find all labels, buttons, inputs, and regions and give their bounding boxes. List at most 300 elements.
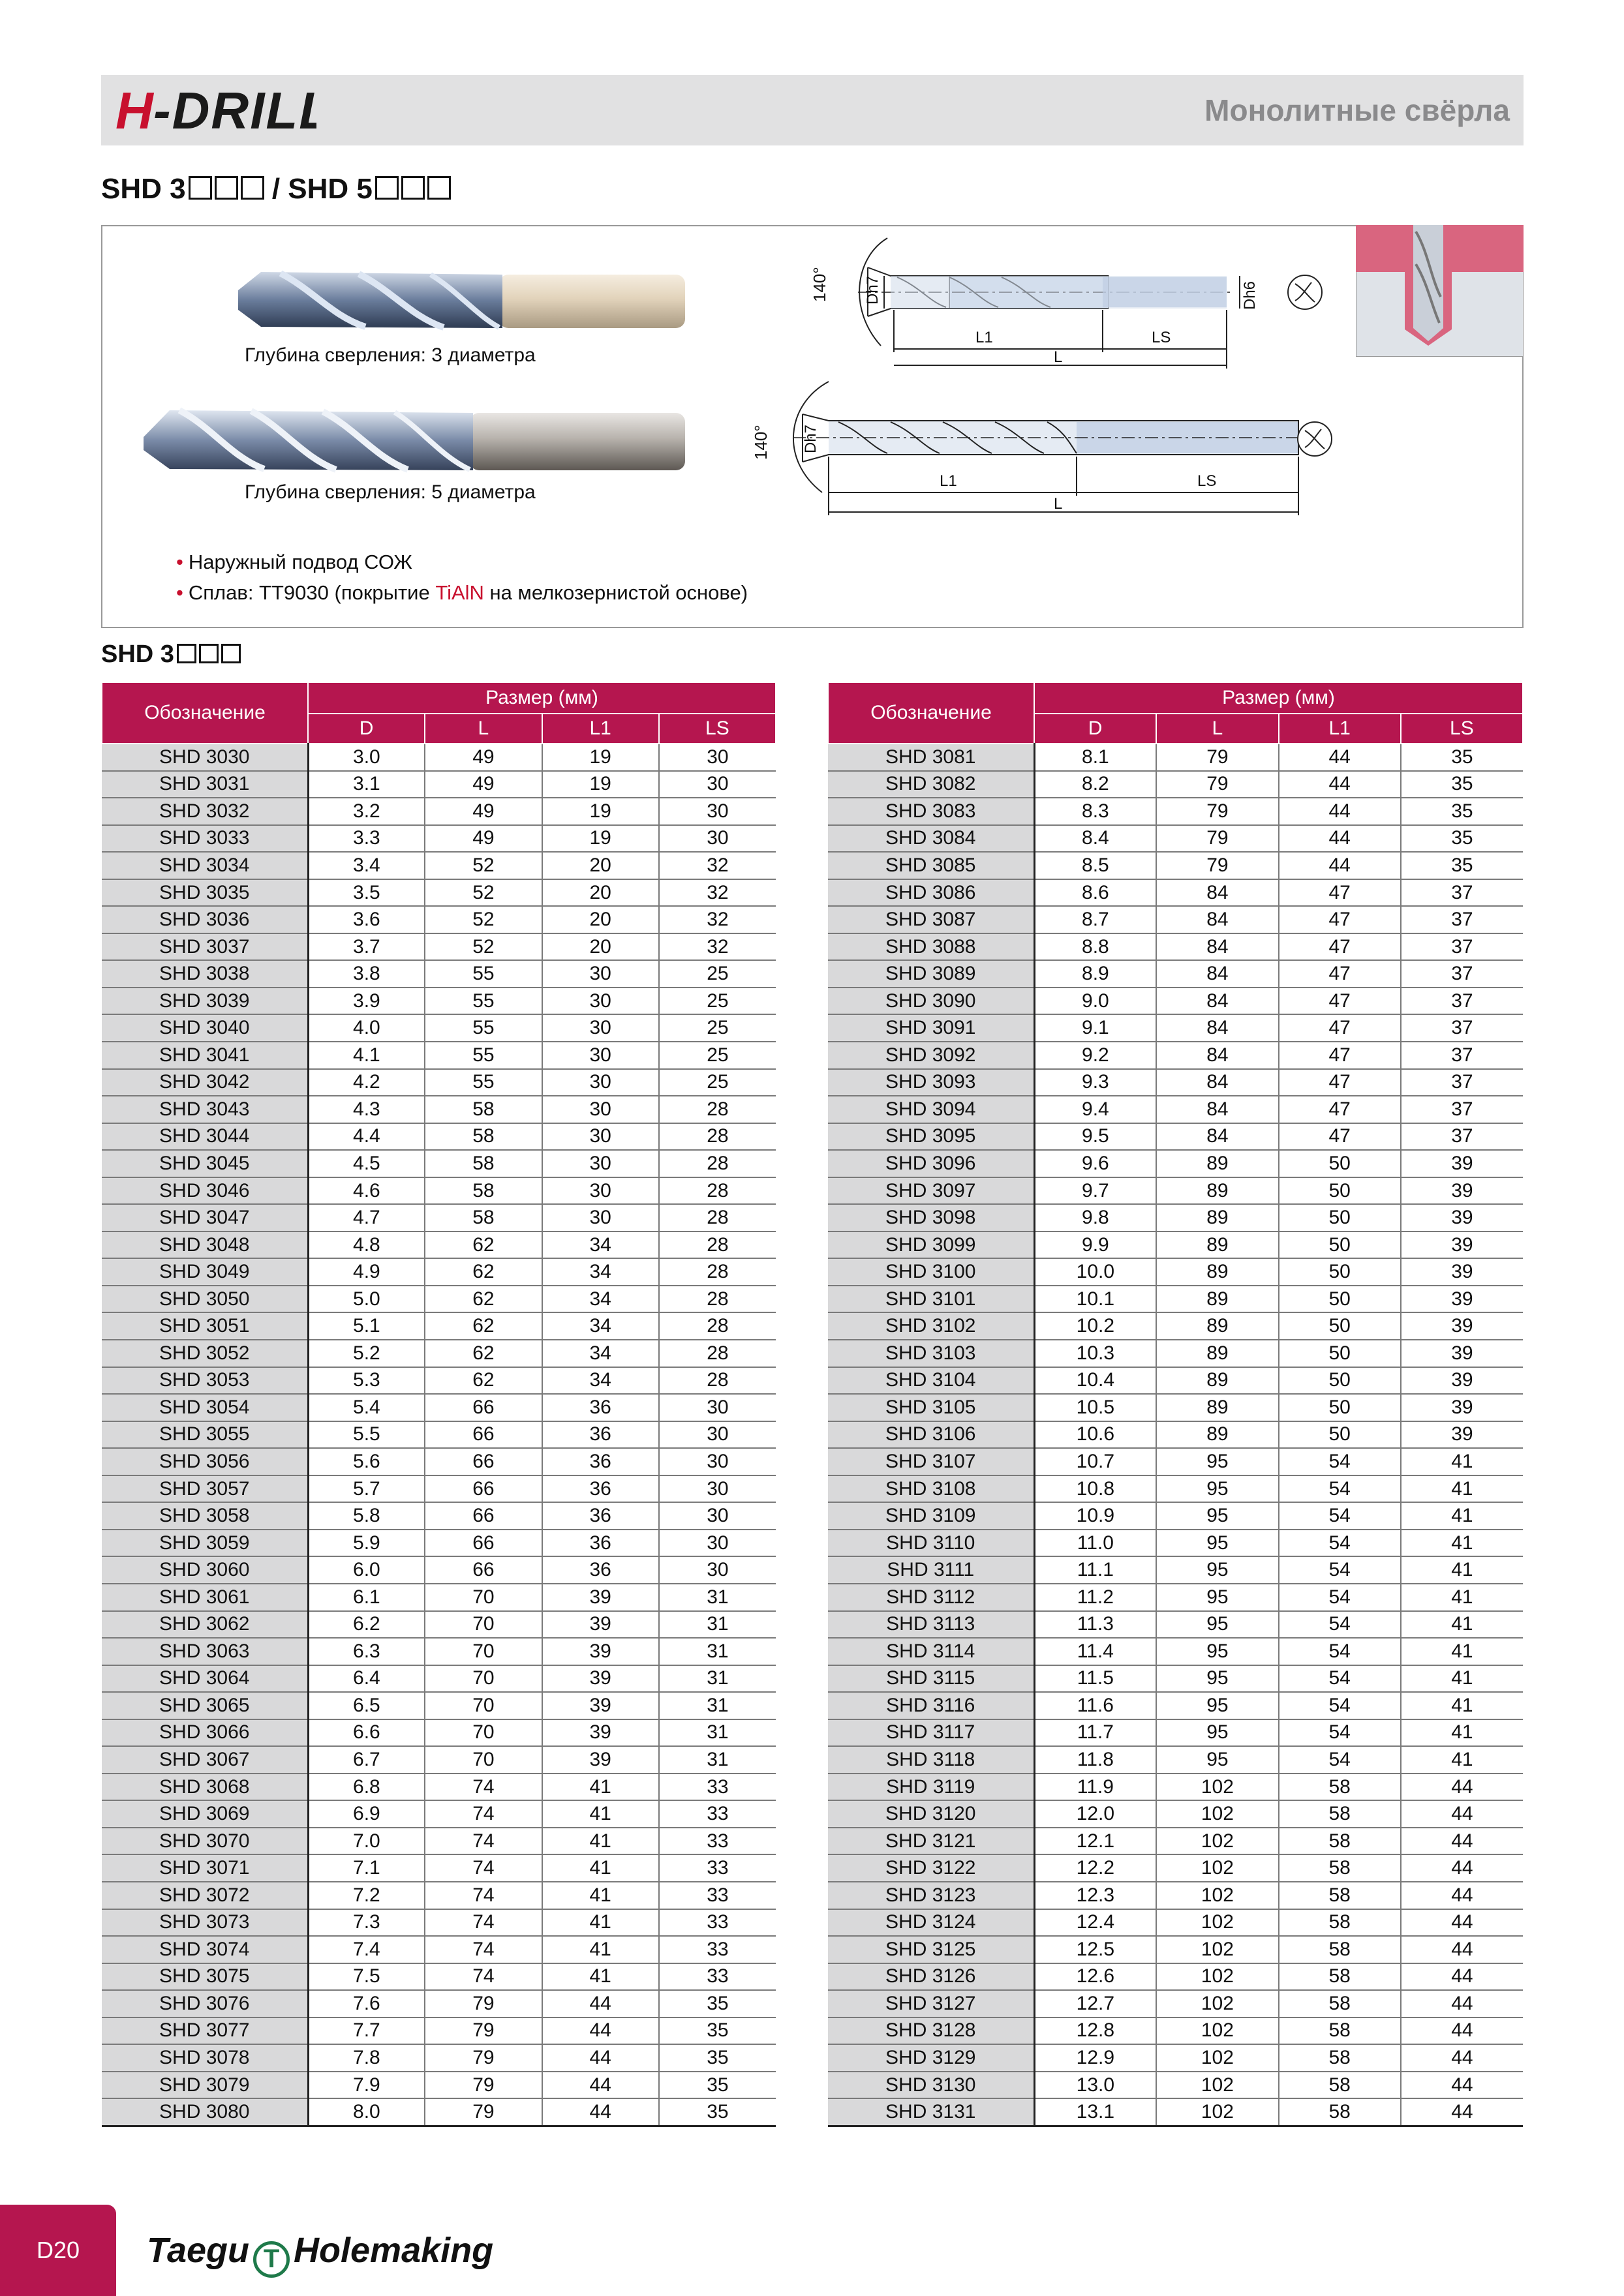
- technical-drawing-5d: [731, 378, 1357, 522]
- cell-d: 5.1: [308, 1312, 425, 1340]
- cell-ls: 41: [1401, 1611, 1523, 1639]
- cell-l1: 19: [542, 771, 659, 798]
- cell-l1: 39: [542, 1584, 659, 1611]
- cell-l1: 20: [542, 933, 659, 961]
- table-row: [102, 2017, 776, 2045]
- cell-l1: 19: [542, 798, 659, 825]
- cell-ls: 41: [1401, 1475, 1523, 1503]
- cell-designation: SHD 3072: [102, 1882, 308, 1909]
- cell-l1: 30: [542, 960, 659, 988]
- cell-d: 6.5: [308, 1692, 425, 1719]
- table-row: [102, 1638, 776, 1665]
- taegu-holemaking-logo: [147, 2218, 493, 2283]
- cell-designation: SHD 3126: [828, 1963, 1034, 1991]
- cell-d: 12.8: [1034, 2017, 1156, 2045]
- cell-designation: SHD 3094: [828, 1096, 1034, 1123]
- cell-l: 55: [425, 988, 542, 1015]
- cell-ls: 32: [659, 906, 776, 933]
- table-row: [828, 1258, 1523, 1286]
- cell-ls: 28: [659, 1150, 776, 1177]
- cell-designation: SHD 3130: [828, 2072, 1034, 2099]
- cell-l1: 50: [1279, 1150, 1401, 1177]
- cell-d: 11.4: [1034, 1638, 1156, 1665]
- cell-l1: 50: [1279, 1177, 1401, 1205]
- cell-ls: 33: [659, 1909, 776, 1937]
- cell-designation: SHD 3082: [828, 771, 1034, 798]
- cell-d: 9.8: [1034, 1204, 1156, 1231]
- h-drill-logo: [114, 80, 316, 142]
- cell-l: 102: [1156, 1909, 1278, 1937]
- cell-d: 8.2: [1034, 771, 1156, 798]
- cell-l: 74: [425, 1854, 542, 1882]
- feature-item: [176, 577, 748, 608]
- table-row: [102, 1530, 776, 1557]
- cell-designation: SHD 3042: [102, 1069, 308, 1096]
- cell-ls: 37: [1401, 906, 1523, 933]
- cell-d: 9.5: [1034, 1123, 1156, 1151]
- cell-l1: 41: [542, 1936, 659, 1963]
- cell-l1: 54: [1279, 1502, 1401, 1530]
- cell-l: 102: [1156, 1854, 1278, 1882]
- cell-d: 9.7: [1034, 1177, 1156, 1205]
- cell-l1: 50: [1279, 1231, 1401, 1259]
- table-row: [102, 1448, 776, 1475]
- cell-ls: 28: [659, 1286, 776, 1313]
- cell-l: 95: [1156, 1665, 1278, 1693]
- cell-d: 8.1: [1034, 744, 1156, 771]
- cell-designation: SHD 3050: [102, 1286, 308, 1313]
- cell-l1: 47: [1279, 1069, 1401, 1096]
- table-row: [828, 2072, 1523, 2099]
- cell-l: 89: [1156, 1177, 1278, 1205]
- cell-ls: 30: [659, 1475, 776, 1503]
- cell-d: 10.3: [1034, 1340, 1156, 1367]
- cell-designation: SHD 3083: [828, 798, 1034, 825]
- cell-designation: SHD 3052: [102, 1340, 308, 1367]
- cell-d: 6.3: [308, 1638, 425, 1665]
- cell-l1: 50: [1279, 1312, 1401, 1340]
- cell-l1: 44: [1279, 771, 1401, 798]
- size-header: Размер (мм): [1034, 682, 1523, 714]
- cell-designation: SHD 3129: [828, 2044, 1034, 2072]
- col-l-header: L: [425, 714, 542, 744]
- cell-l: 66: [425, 1502, 542, 1530]
- table-row: [828, 988, 1523, 1015]
- table-row: [102, 1177, 776, 1205]
- cell-l: 79: [1156, 771, 1278, 798]
- cell-l: 102: [1156, 1774, 1278, 1801]
- table-row: [828, 1719, 1523, 1747]
- table-row: [102, 1394, 776, 1421]
- cell-d: 5.0: [308, 1286, 425, 1313]
- cell-designation: SHD 3131: [828, 2098, 1034, 2126]
- cell-l1: 54: [1279, 1530, 1401, 1557]
- cell-l: 66: [425, 1394, 542, 1421]
- cell-l1: 47: [1279, 879, 1401, 907]
- cell-d: 7.9: [308, 2072, 425, 2099]
- cell-ls: 35: [1401, 825, 1523, 853]
- cell-ls: 44: [1401, 2072, 1523, 2099]
- cell-l: 84: [1156, 960, 1278, 988]
- table-row: [828, 1177, 1523, 1205]
- cell-l1: 20: [542, 906, 659, 933]
- cell-designation: SHD 3046: [102, 1177, 308, 1205]
- cell-designation: SHD 3074: [102, 1936, 308, 1963]
- cell-l1: 30: [542, 1204, 659, 1231]
- cell-d: 10.6: [1034, 1421, 1156, 1449]
- cell-ls: 33: [659, 1963, 776, 1991]
- cell-designation: SHD 3122: [828, 1854, 1034, 1882]
- cell-l: 95: [1156, 1719, 1278, 1747]
- cell-ls: 37: [1401, 1042, 1523, 1069]
- cell-d: 7.6: [308, 1990, 425, 2017]
- cell-ls: 31: [659, 1692, 776, 1719]
- cell-l: 84: [1156, 1096, 1278, 1123]
- cell-l1: 44: [542, 2098, 659, 2126]
- cell-designation: SHD 3032: [102, 798, 308, 825]
- cell-designation: SHD 3110: [828, 1530, 1034, 1557]
- cell-l: 74: [425, 1936, 542, 1963]
- svg-text:H: H: [115, 82, 155, 140]
- cell-ls: 39: [1401, 1258, 1523, 1286]
- cell-d: 12.7: [1034, 1990, 1156, 2017]
- table-row: [102, 1069, 776, 1096]
- cell-ls: 25: [659, 988, 776, 1015]
- cell-designation: SHD 3096: [828, 1150, 1034, 1177]
- cell-designation: SHD 3097: [828, 1177, 1034, 1205]
- cell-l: 58: [425, 1150, 542, 1177]
- table-row: [828, 1340, 1523, 1367]
- cell-l: 70: [425, 1719, 542, 1747]
- table-row: [102, 1556, 776, 1584]
- cell-designation: SHD 3091: [828, 1014, 1034, 1042]
- table-row: [828, 933, 1523, 961]
- cell-l: 102: [1156, 1963, 1278, 1991]
- table-row: [828, 1502, 1523, 1530]
- cell-l1: 58: [1279, 2072, 1401, 2099]
- cell-l: 52: [425, 852, 542, 879]
- cell-l: 79: [425, 2098, 542, 2126]
- cell-ls: 35: [659, 2017, 776, 2045]
- cell-l1: 58: [1279, 1828, 1401, 1855]
- table-row: [102, 744, 776, 771]
- cell-ls: 30: [659, 825, 776, 853]
- cell-d: 7.3: [308, 1909, 425, 1937]
- cell-designation: SHD 3058: [102, 1502, 308, 1530]
- table-row: [102, 933, 776, 961]
- cell-d: 4.8: [308, 1231, 425, 1259]
- cell-ls: 28: [659, 1367, 776, 1395]
- cell-designation: SHD 3068: [102, 1774, 308, 1801]
- table-row: [102, 1936, 776, 1963]
- dh7-label-3d: Dh7: [864, 275, 881, 305]
- cell-ls: 31: [659, 1746, 776, 1774]
- cell-ls: 32: [659, 852, 776, 879]
- cell-d: 10.0: [1034, 1258, 1156, 1286]
- cell-d: 12.5: [1034, 1936, 1156, 1963]
- l1-label-5d: L1: [940, 472, 957, 490]
- drill-photo-5d: [140, 401, 688, 479]
- cell-l: 74: [425, 1774, 542, 1801]
- cell-d: 10.2: [1034, 1312, 1156, 1340]
- cell-l: 66: [425, 1556, 542, 1584]
- angle-label-5d: 140°: [751, 425, 771, 460]
- dh7-label-5d: Dh7: [802, 424, 820, 453]
- cell-l: 70: [425, 1638, 542, 1665]
- l1-label-3d: L1: [975, 329, 993, 346]
- cell-l: 89: [1156, 1231, 1278, 1259]
- cell-designation: SHD 3059: [102, 1530, 308, 1557]
- cell-l: 58: [425, 1096, 542, 1123]
- cell-ls: 32: [659, 933, 776, 961]
- table-row: [102, 798, 776, 825]
- table-row: [828, 1286, 1523, 1313]
- cell-l1: 47: [1279, 960, 1401, 988]
- cell-ls: 31: [659, 1719, 776, 1747]
- cell-designation: SHD 3066: [102, 1719, 308, 1747]
- cell-l1: 50: [1279, 1340, 1401, 1367]
- cell-designation: SHD 3127: [828, 1990, 1034, 2017]
- cell-l: 102: [1156, 1990, 1278, 2017]
- cell-designation: SHD 3086: [828, 879, 1034, 907]
- cell-designation: SHD 3114: [828, 1638, 1034, 1665]
- cell-ls: 44: [1401, 1800, 1523, 1828]
- table-row: [102, 1746, 776, 1774]
- cell-ls: 44: [1401, 2017, 1523, 2045]
- cell-designation: SHD 3092: [828, 1042, 1034, 1069]
- brand-left: Taegu: [147, 2231, 250, 2270]
- cell-d: 11.2: [1034, 1584, 1156, 1611]
- cell-l: 84: [1156, 1014, 1278, 1042]
- bullet-icon: •: [176, 551, 183, 573]
- svg-text:-DRILL: -DRILL: [153, 82, 316, 140]
- cell-l: 70: [425, 1746, 542, 1774]
- cell-ls: 28: [659, 1312, 776, 1340]
- cell-ls: 44: [1401, 1990, 1523, 2017]
- table-row: [102, 1692, 776, 1719]
- cell-ls: 35: [659, 2044, 776, 2072]
- cell-l: 62: [425, 1340, 542, 1367]
- cell-l: 74: [425, 1828, 542, 1855]
- cell-l: 52: [425, 906, 542, 933]
- table-row: [102, 960, 776, 988]
- cell-designation: SHD 3041: [102, 1042, 308, 1069]
- cell-l1: 41: [542, 1800, 659, 1828]
- table-row: [828, 1854, 1523, 1882]
- placeholder-box-icon: [375, 176, 399, 200]
- table-row: [102, 1150, 776, 1177]
- cell-designation: SHD 3056: [102, 1448, 308, 1475]
- cell-l: 102: [1156, 1828, 1278, 1855]
- table-row: [828, 1746, 1523, 1774]
- table-row: [102, 1828, 776, 1855]
- cell-ls: 35: [659, 1990, 776, 2017]
- cell-designation: SHD 3038: [102, 960, 308, 988]
- cell-d: 3.2: [308, 798, 425, 825]
- cell-designation: SHD 3084: [828, 825, 1034, 853]
- cell-l: 84: [1156, 1042, 1278, 1069]
- cell-designation: SHD 3087: [828, 906, 1034, 933]
- cell-l: 79: [1156, 744, 1278, 771]
- cell-designation: SHD 3047: [102, 1204, 308, 1231]
- cell-l1: 47: [1279, 933, 1401, 961]
- cell-l1: 44: [542, 1990, 659, 2017]
- cell-ls: 44: [1401, 1882, 1523, 1909]
- cell-l1: 41: [542, 1963, 659, 1991]
- cell-l1: 34: [542, 1367, 659, 1395]
- cell-l1: 47: [1279, 1096, 1401, 1123]
- cell-d: 12.4: [1034, 1909, 1156, 1937]
- feature-alloy-post: на мелкозернистой основе): [483, 581, 748, 604]
- cell-d: 13.0: [1034, 2072, 1156, 2099]
- table-row: [828, 1990, 1523, 2017]
- cell-designation: SHD 3120: [828, 1800, 1034, 1828]
- cell-d: 9.0: [1034, 988, 1156, 1015]
- cell-ls: 39: [1401, 1177, 1523, 1205]
- cell-ls: 44: [1401, 2044, 1523, 2072]
- cell-l: 74: [425, 1963, 542, 1991]
- col-l1-header: L1: [542, 714, 659, 744]
- cell-l1: 58: [1279, 1990, 1401, 2017]
- cell-l1: 41: [542, 1909, 659, 1937]
- cell-l1: 47: [1279, 1014, 1401, 1042]
- table-row: [102, 2098, 776, 2126]
- brand-emblem-icon: T: [253, 2241, 290, 2278]
- cell-designation: SHD 3055: [102, 1421, 308, 1449]
- cell-d: 6.8: [308, 1774, 425, 1801]
- cell-d: 5.2: [308, 1340, 425, 1367]
- h-drill-logo-graphic: [114, 80, 316, 142]
- cell-designation: SHD 3117: [828, 1719, 1034, 1747]
- cell-l: 79: [425, 2017, 542, 2045]
- cell-l: 102: [1156, 2072, 1278, 2099]
- cell-ls: 44: [1401, 1774, 1523, 1801]
- cell-designation: SHD 3075: [102, 1963, 308, 1991]
- cell-ls: 41: [1401, 1719, 1523, 1747]
- table-row: [828, 852, 1523, 879]
- table-title: [101, 641, 241, 669]
- cell-l1: 39: [542, 1638, 659, 1665]
- cell-designation: SHD 3090: [828, 988, 1034, 1015]
- cell-l: 70: [425, 1584, 542, 1611]
- cell-d: 3.0: [308, 744, 425, 771]
- cell-d: 8.5: [1034, 852, 1156, 879]
- cell-ls: 30: [659, 798, 776, 825]
- cell-designation: SHD 3103: [828, 1340, 1034, 1367]
- cell-l1: 30: [542, 1177, 659, 1205]
- cell-d: 8.9: [1034, 960, 1156, 988]
- cell-l1: 54: [1279, 1665, 1401, 1693]
- cell-l: 84: [1156, 933, 1278, 961]
- cell-d: 5.6: [308, 1448, 425, 1475]
- bullet-icon: •: [176, 581, 183, 604]
- cell-l1: 50: [1279, 1367, 1401, 1395]
- cell-d: 6.9: [308, 1800, 425, 1828]
- cell-d: 6.1: [308, 1584, 425, 1611]
- cell-d: 8.6: [1034, 879, 1156, 907]
- cell-designation: SHD 3070: [102, 1828, 308, 1855]
- cell-l: 95: [1156, 1584, 1278, 1611]
- dh6-label-3d: Dh6: [1241, 280, 1259, 310]
- cell-d: 3.6: [308, 906, 425, 933]
- cell-l1: 58: [1279, 1963, 1401, 1991]
- cell-ls: 44: [1401, 1936, 1523, 1963]
- cell-l: 89: [1156, 1258, 1278, 1286]
- cell-d: 11.8: [1034, 1746, 1156, 1774]
- cell-l: 84: [1156, 988, 1278, 1015]
- cell-d: 12.3: [1034, 1882, 1156, 1909]
- cell-l1: 47: [1279, 988, 1401, 1015]
- table-row: [102, 825, 776, 853]
- cell-l1: 41: [542, 1828, 659, 1855]
- cell-l1: 30: [542, 988, 659, 1015]
- cell-d: 10.1: [1034, 1286, 1156, 1313]
- cell-designation: SHD 3085: [828, 852, 1034, 879]
- cell-designation: SHD 3060: [102, 1556, 308, 1584]
- cell-ls: 37: [1401, 1123, 1523, 1151]
- cell-d: 5.8: [308, 1502, 425, 1530]
- table-row: [828, 1123, 1523, 1151]
- l-label-3d: L: [1054, 348, 1063, 366]
- col-d-header: D: [308, 714, 425, 744]
- feature-coolant: Наружный подвод СОЖ: [188, 551, 412, 573]
- cell-l: 84: [1156, 906, 1278, 933]
- cell-l1: 30: [542, 1123, 659, 1151]
- cell-l1: 20: [542, 852, 659, 879]
- spec-table-right: [827, 682, 1524, 2127]
- cell-l: 102: [1156, 2098, 1278, 2126]
- cell-designation: SHD 3073: [102, 1909, 308, 1937]
- table-row: [828, 1014, 1523, 1042]
- spec-table-left: [101, 682, 776, 2127]
- cell-d: 11.5: [1034, 1665, 1156, 1693]
- cell-d: 13.1: [1034, 2098, 1156, 2126]
- cell-designation: SHD 3078: [102, 2044, 308, 2072]
- table-row: [102, 1909, 776, 1937]
- cell-ls: 41: [1401, 1448, 1523, 1475]
- cell-l: 84: [1156, 879, 1278, 907]
- cell-designation: SHD 3088: [828, 933, 1034, 961]
- cell-d: 8.7: [1034, 906, 1156, 933]
- cell-l1: 30: [542, 1096, 659, 1123]
- cell-d: 9.4: [1034, 1096, 1156, 1123]
- series-title-sep: / SHD 5: [264, 173, 373, 205]
- cell-l1: 39: [542, 1719, 659, 1747]
- cell-d: 4.9: [308, 1258, 425, 1286]
- cell-l1: 44: [542, 2017, 659, 2045]
- cell-ls: 44: [1401, 1909, 1523, 1937]
- cell-ls: 39: [1401, 1312, 1523, 1340]
- cell-ls: 41: [1401, 1638, 1523, 1665]
- placeholder-box-icon: [241, 176, 264, 200]
- cell-ls: 28: [659, 1231, 776, 1259]
- cell-l: 79: [1156, 798, 1278, 825]
- cell-ls: 25: [659, 1042, 776, 1069]
- cell-ls: 41: [1401, 1746, 1523, 1774]
- cell-l1: 58: [1279, 2098, 1401, 2126]
- cell-d: 7.0: [308, 1828, 425, 1855]
- cell-designation: SHD 3054: [102, 1394, 308, 1421]
- table-row: [828, 2017, 1523, 2045]
- table-row: [828, 1936, 1523, 1963]
- table-row: [102, 1800, 776, 1828]
- cell-d: 5.9: [308, 1530, 425, 1557]
- cell-ls: 35: [1401, 798, 1523, 825]
- cell-designation: SHD 3067: [102, 1746, 308, 1774]
- cell-l1: 50: [1279, 1258, 1401, 1286]
- cell-designation: SHD 3128: [828, 2017, 1034, 2045]
- table-row: [828, 1665, 1523, 1693]
